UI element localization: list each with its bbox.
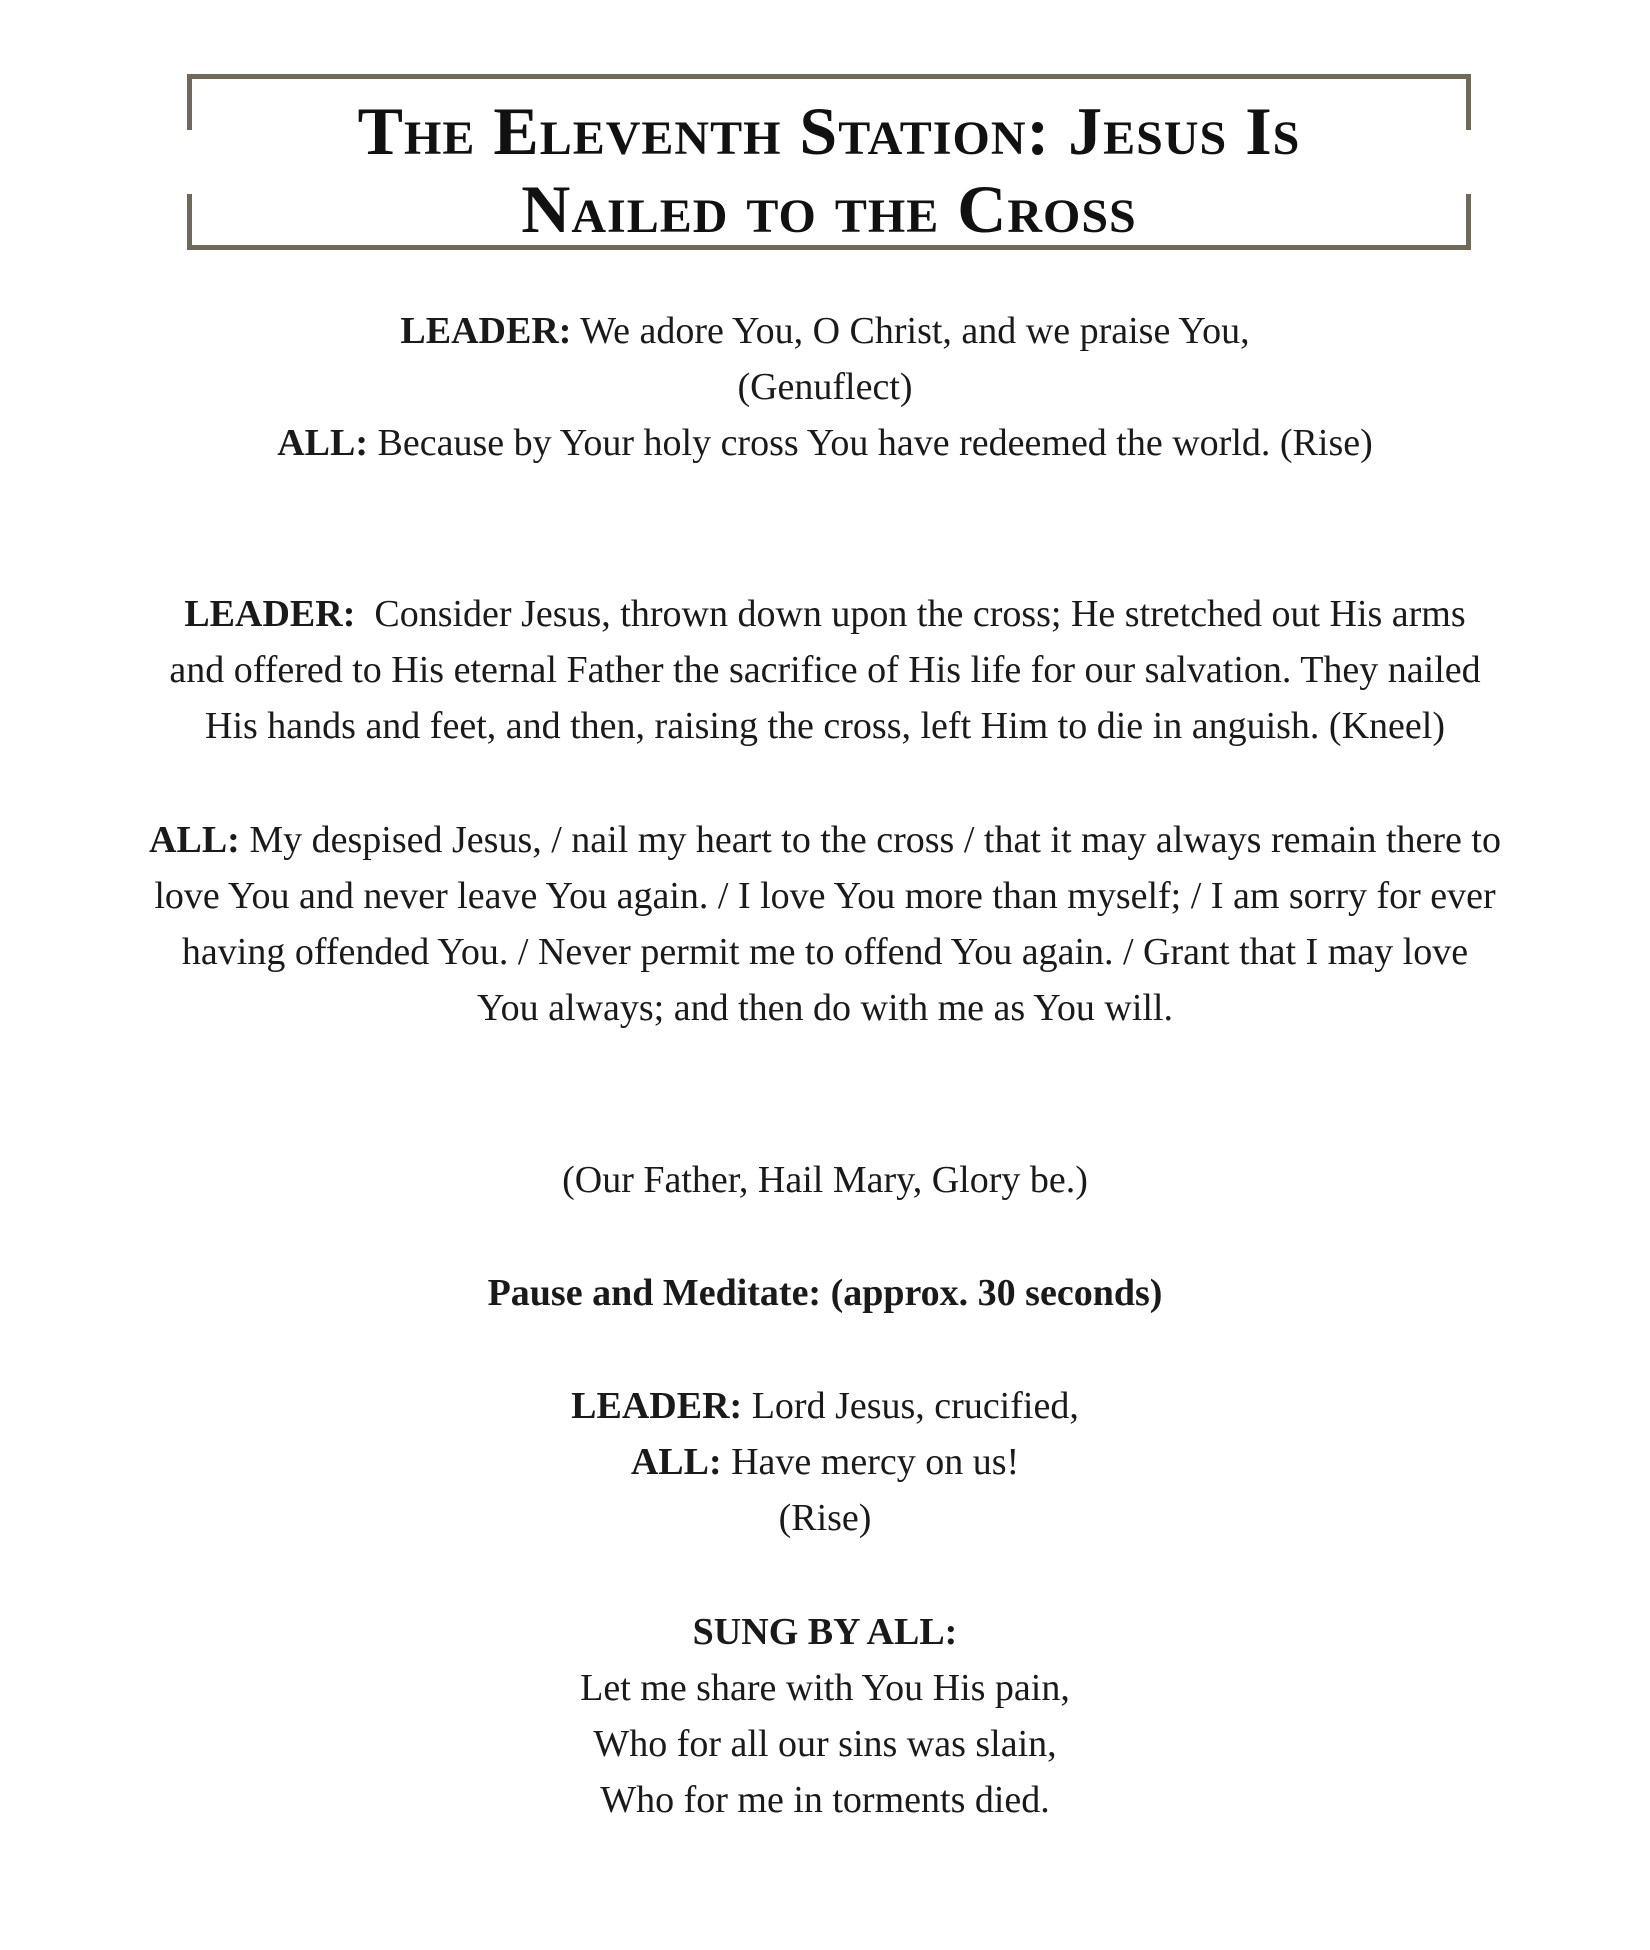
opening-all-text: Because by Your holy cross You have redeemed the world. (Rise) bbox=[377, 422, 1373, 464]
hymn-line-2: Who for all our sins was slain, bbox=[593, 1723, 1057, 1765]
closing-versicle bbox=[120, 1378, 1530, 1546]
title-line-1: The Eleventh Station: Jesus Is bbox=[357, 93, 1301, 169]
prayer-paragraph bbox=[120, 812, 1530, 1036]
opening-all-line bbox=[120, 415, 1530, 471]
rise-instruction: (Rise) bbox=[778, 1497, 872, 1539]
reflection-line-1 bbox=[120, 586, 1530, 642]
frame-top-border bbox=[187, 74, 1471, 79]
title-frame bbox=[187, 74, 1471, 250]
reflection-line-2: and offered to His eternal Father the sacrifice of His life for our salvation. They nailed bbox=[169, 649, 1481, 691]
closing-leader-label: LEADER: bbox=[571, 1385, 743, 1427]
opening-all-label: ALL: bbox=[277, 422, 369, 464]
prayer-line-2: love You and never leave You again. / I love You more than myself; / I am sorry for ever bbox=[154, 875, 1496, 917]
opening-leader-label: LEADER: bbox=[400, 310, 572, 352]
closing-leader-text: Lord Jesus, crucified, bbox=[751, 1385, 1079, 1427]
closing-leader-line bbox=[120, 1378, 1530, 1434]
genuflect-instruction: (Genuflect) bbox=[737, 366, 913, 408]
reflection-leader-label: LEADER: bbox=[184, 593, 356, 635]
hymn-line-1: Let me share with You His pain, bbox=[580, 1667, 1070, 1709]
closing-all-label: ALL: bbox=[630, 1441, 722, 1483]
page-title bbox=[187, 92, 1471, 248]
hymn-stanza bbox=[120, 1604, 1530, 1828]
prayer-line-1 bbox=[120, 812, 1530, 868]
pause-instruction bbox=[120, 1265, 1530, 1321]
closing-all-text: Have mercy on us! bbox=[731, 1441, 1020, 1483]
closing-all-line bbox=[120, 1434, 1530, 1490]
pause-text: Pause and Meditate: (approx. 30 seconds) bbox=[487, 1272, 1163, 1314]
reflection-line-3: His hands and feet, and then, raising the cross, left Him to die in anguish. (Kneel) bbox=[205, 705, 1445, 747]
reflection-paragraph bbox=[120, 586, 1530, 754]
opening-versicle bbox=[120, 303, 1530, 471]
reflection-text-1: Consider Jesus, thrown down upon the cross; He stretched out His arms bbox=[374, 593, 1466, 635]
hymn-line-3: Who for me in torments died. bbox=[600, 1779, 1050, 1821]
title-line-2: Nailed to the Cross bbox=[521, 171, 1137, 247]
prayer-line-4: You always; and then do with me as You will. bbox=[477, 987, 1173, 1029]
opening-leader-text: We adore You, O Christ, and we praise You, bbox=[580, 310, 1250, 352]
opening-leader-line bbox=[120, 303, 1530, 359]
prayers-note-text: (Our Father, Hail Mary, Glory be.) bbox=[562, 1159, 1088, 1201]
prayer-text-1: My despised Jesus, / nail my heart to the cross / that it may always remain there to bbox=[249, 819, 1501, 861]
prayers-note bbox=[120, 1152, 1530, 1208]
prayer-all-label: ALL: bbox=[149, 819, 240, 861]
prayer-line-3: having offended You. / Never permit me to offend You again. / Grant that I may love bbox=[181, 931, 1469, 973]
hymn-heading: SUNG BY ALL: bbox=[692, 1611, 958, 1653]
